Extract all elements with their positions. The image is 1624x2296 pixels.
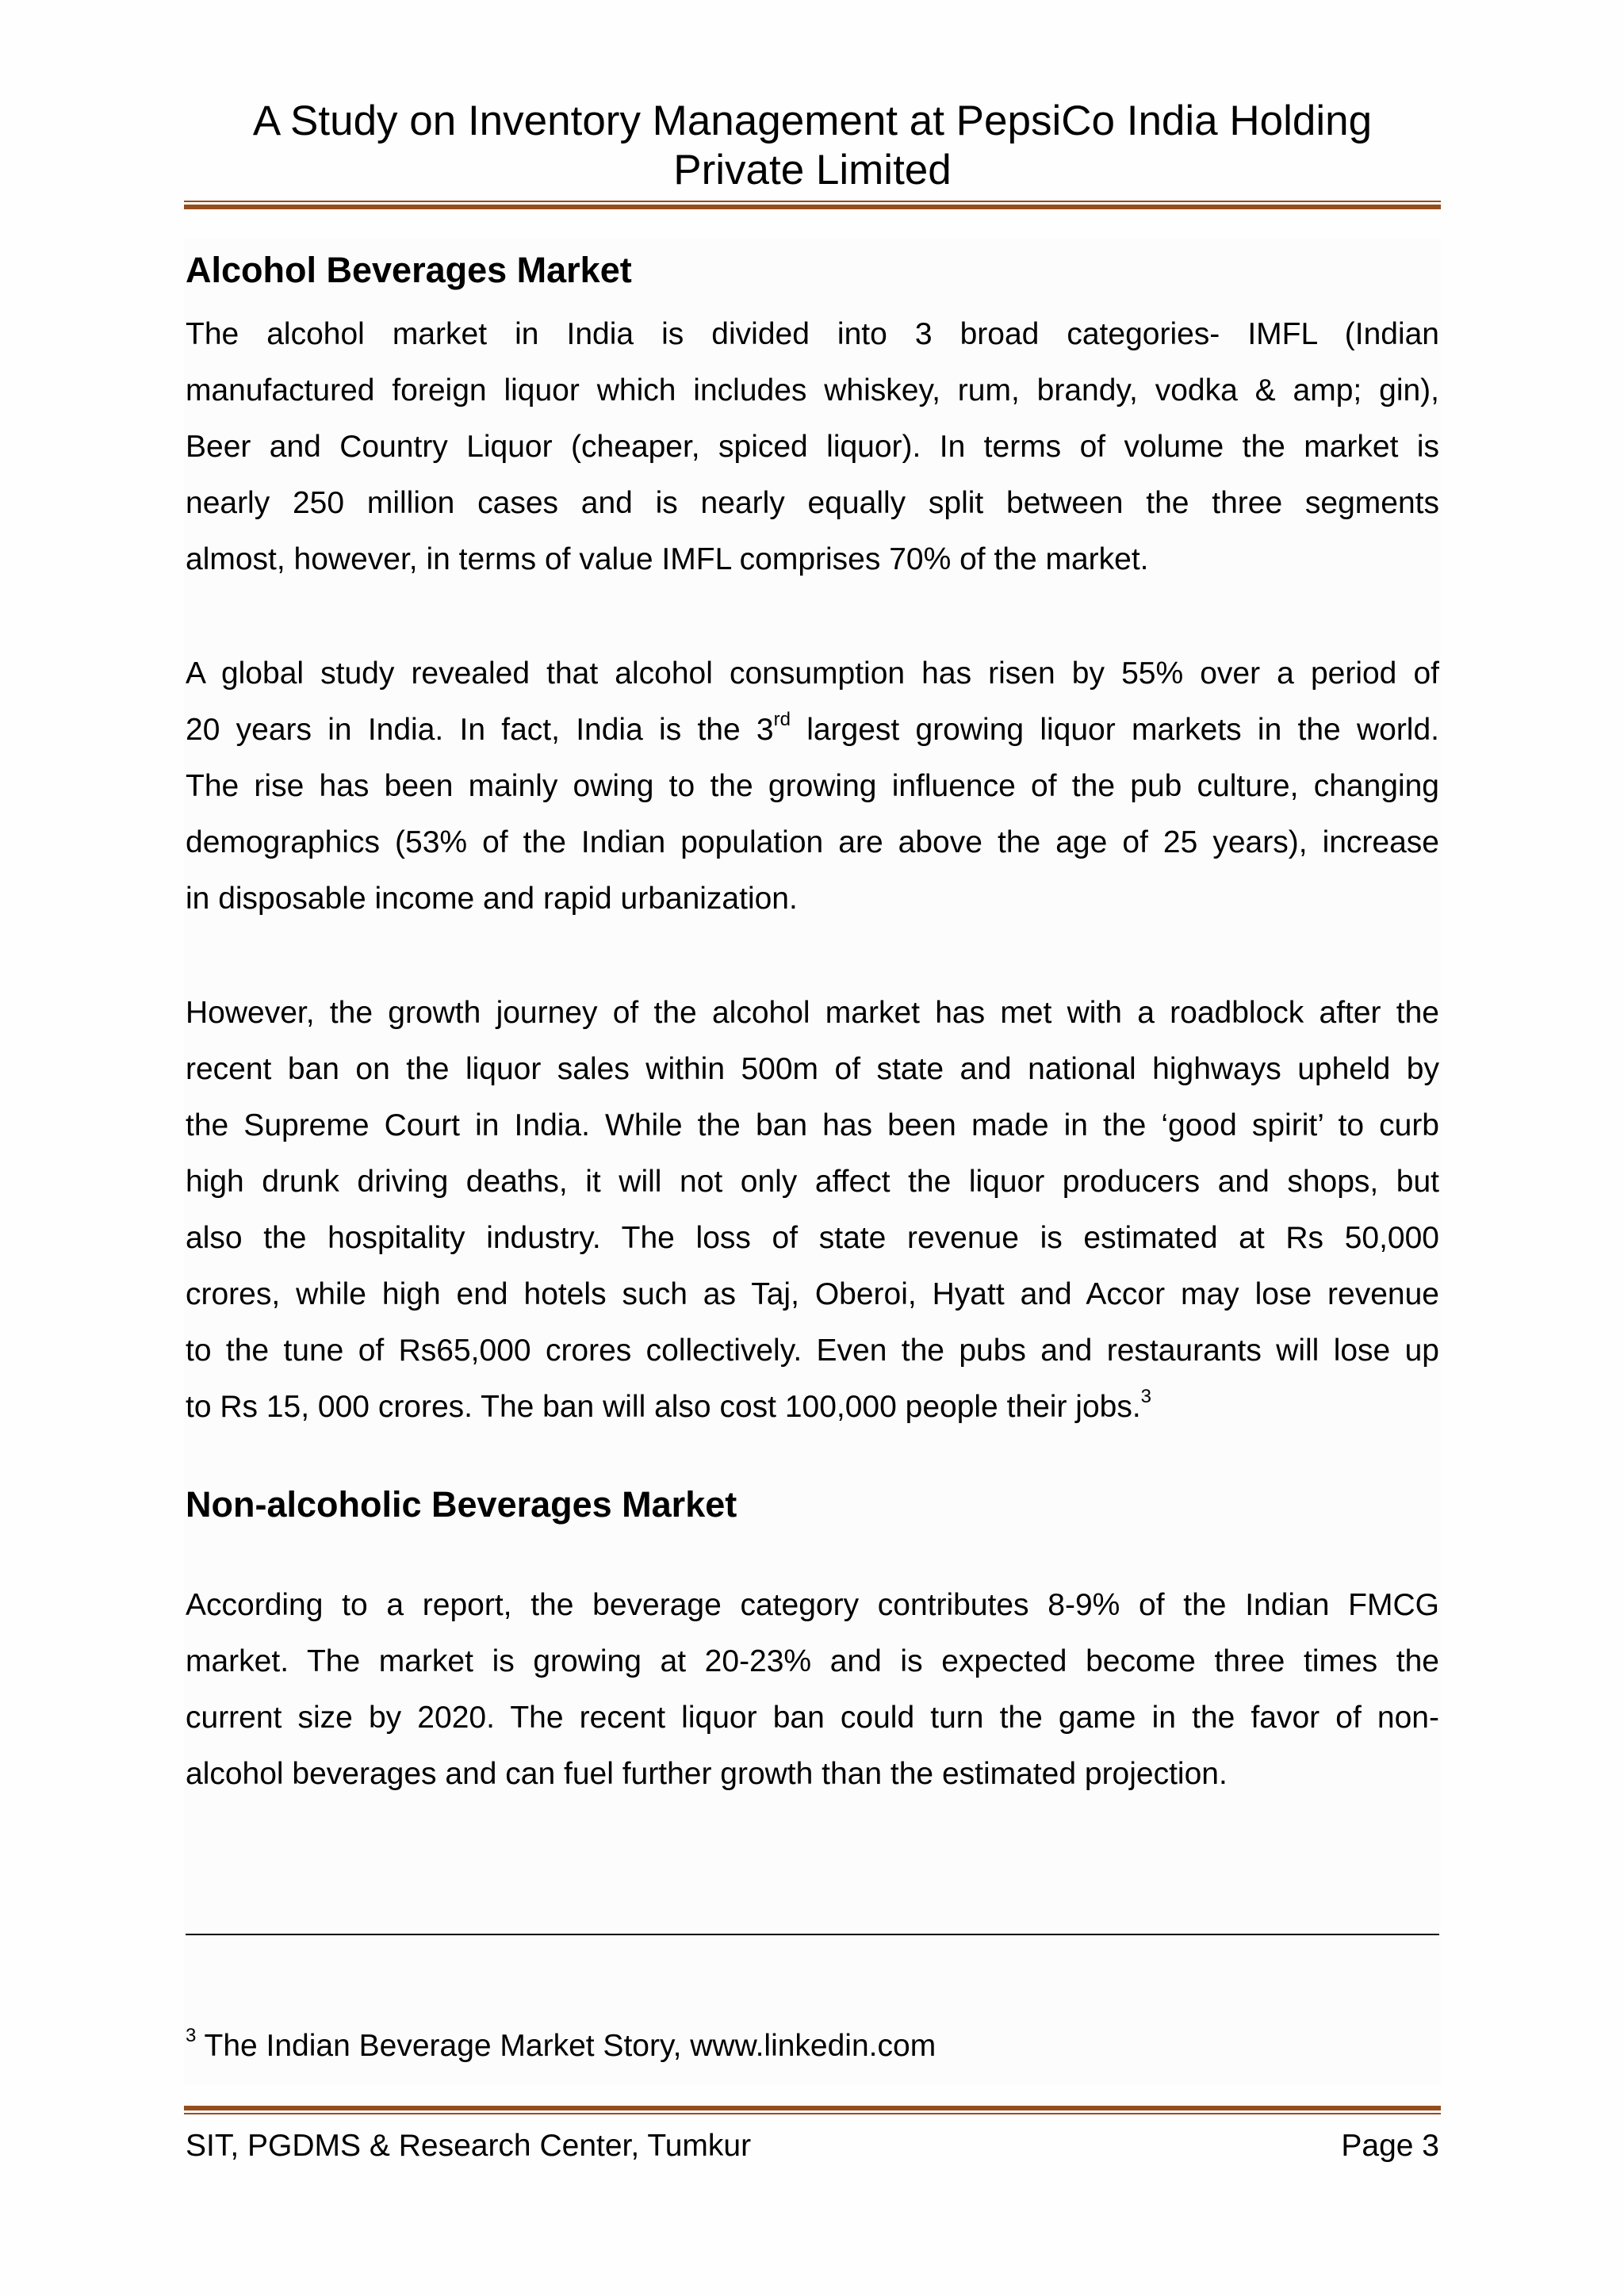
paragraph-line-segment: to Rs 15, 000 crores. The ban will also cost 100,000 people their jobs. (186, 1390, 1141, 1424)
footer-institution: SIT, PGDMS & Research Center, Tumkur (186, 2129, 752, 2163)
paragraph-line: demographics (53% of the Indian population are above the age of 25 years), increase (186, 825, 1439, 859)
paragraph-line: also the hospitality industry. The loss of state revenue is estimated at Rs 50,000 (186, 1221, 1439, 1255)
header-rule-thick (184, 205, 1441, 209)
footer-rule-thick (184, 2106, 1441, 2110)
footer-rule-thin (184, 2113, 1441, 2114)
paragraph-line: recent ban on the liquor sales within 500m of state and national highways upheld by (186, 1052, 1439, 1086)
paragraph-line: market. The market is growing at 20-23% and is expected become three times the (186, 1644, 1439, 1678)
paragraph-line: current size by 2020. The recent liquor ban could turn the game in the favor of non- (186, 1701, 1439, 1735)
header-title-line1: A Study on Inventory Management at PepsiCo India Holding (252, 98, 1373, 144)
section-heading-alcohol: Alcohol Beverages Market (186, 250, 632, 290)
paragraph-line: A global study revealed that alcohol consumption has risen by 55% over a period of (186, 656, 1439, 691)
paragraph-line (186, 1387, 1439, 1427)
paragraph-line: The rise has been mainly owing to the growing influence of the pub culture, changing (186, 769, 1439, 803)
paragraph-line: the Supreme Court in India. While the ban has been made in the ‘good spirit’ to curb (186, 1108, 1439, 1142)
header-rule-thin (184, 201, 1441, 202)
paragraph-line: manufactured foreign liquor which includes whiskey, rum, brandy, vodka & amp; gin), (186, 373, 1439, 408)
header-title-line2: Private Limited (673, 147, 952, 193)
paragraph-line: However, the growth journey of the alcohol market has met with a roadblock after the (186, 996, 1439, 1030)
footnote-text: The Indian Beverage Market Story, www.linkedin.com (196, 2029, 936, 2063)
paragraph-line: to the tune of Rs65,000 crores collectively. Even the pubs and restaurants will lose up (186, 1334, 1439, 1368)
footnote-reference: 3 (1140, 1386, 1152, 1407)
paragraph-line: high drunk driving deaths, it will not only affect the liquor producers and shops, but (186, 1165, 1439, 1199)
paragraph-line: crores, while high end hotels such as Taj, Oberoi, Hyatt and Accor may lose revenue (186, 1277, 1439, 1311)
page-number: Page 3 (1341, 2129, 1439, 2163)
footnote-separator (186, 1934, 1439, 1935)
paragraph-line (186, 710, 1439, 750)
paragraph-line: alcohol beverages and can fuel further growth than the estimated projection. (186, 1757, 1228, 1791)
footnote-marker: 3 (186, 2025, 197, 2046)
paragraph-line-segment: largest growing liquor markets in the world. (790, 713, 1439, 747)
ordinal-superscript: rd (773, 709, 791, 730)
paragraph-line: in disposable income and rapid urbanization. (186, 882, 798, 916)
section-heading-non-alcoholic: Non-alcoholic Beverages Market (186, 1484, 737, 1525)
paragraph-line: According to a report, the beverage category contributes 8-9% of the Indian FMCG (186, 1588, 1439, 1622)
paragraph-line-segment: 20 years in India. In fact, India is the 3 (186, 713, 774, 747)
paragraph-line: The alcohol market in India is divided into 3 broad categories- IMFL (Indian (186, 317, 1439, 351)
paragraph-line: almost, however, in terms of value IMFL comprises 70% of the market. (186, 542, 1149, 576)
paragraph-line: Beer and Country Liquor (cheaper, spiced liquor). In terms of volume the market is (186, 430, 1439, 464)
paragraph-line: nearly 250 million cases and is nearly equally split between the three segments (186, 486, 1439, 520)
footnote (186, 2026, 936, 2066)
